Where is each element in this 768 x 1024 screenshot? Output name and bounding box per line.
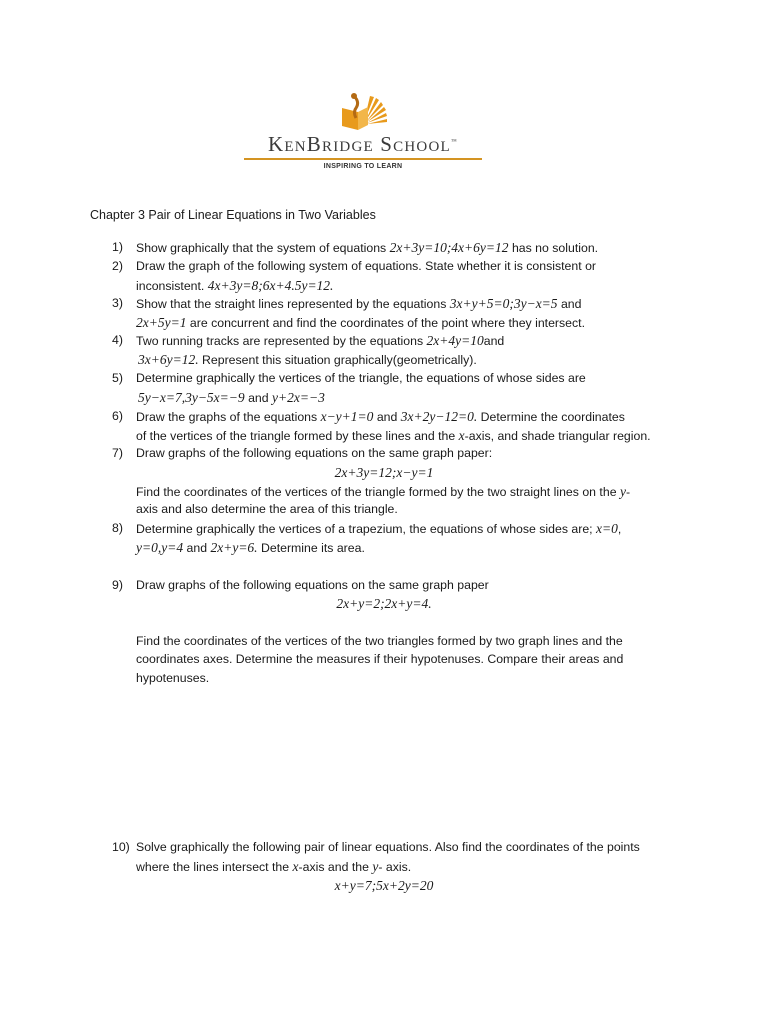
question-10-line-2: where the lines intersect the x-axis and the y- axis. — [136, 859, 412, 874]
question-9-equation: 2x+y=2;2x+y=4. — [336, 596, 432, 611]
item-number: 4) — [112, 333, 123, 347]
sunburst-book-icon — [334, 92, 390, 132]
question-6-line-1: Draw the graphs of the equations x−y+1=0 and 3x+2y−12=0. Determine the coordinates — [136, 409, 625, 424]
question-7-line-2: Find the coordinates of the vertices of the triangle formed by the two straight lines on the y- — [136, 484, 631, 499]
item-number: 2) — [112, 259, 123, 273]
question-7-line-1: Draw graphs of the following equations on the same graph paper: — [136, 446, 493, 460]
school-name: KenBridge School™ — [268, 132, 458, 156]
question-9-line-3: coordinates axes. Determine the measures if their hypotenuses. Compare their areas and — [136, 652, 624, 666]
question-7-line-3: axis and also determine the area of this triangle. — [136, 502, 398, 516]
question-8-line-2: y=0,y=4 and 2x+y=6. Determine its area. — [136, 540, 365, 555]
question-4-line-1: Two running tracks are represented by the equations 2x+4y=10and — [136, 333, 505, 348]
school-tagline: INSPIRING TO LEARN — [242, 155, 484, 173]
question-1: Show graphically that the system of equations 2x+3y=10;4x+6y=12 has no solution. — [136, 240, 599, 255]
question-8-line-1: Determine graphically the vertices of a trapezium, the equations of whose sides are; x=0, — [136, 521, 622, 536]
question-2-line-2: inconsistent. 4x+3y=8;6x+4.5y=12. — [136, 278, 334, 293]
question-4-line-2: 3x+6y=12. Represent this situation graphically(geometrically). — [138, 352, 477, 367]
question-2-line-1: Draw the graph of the following system of equations. State whether it is consistent or — [136, 259, 597, 273]
question-9-line-2: Find the coordinates of the vertices of the two triangles formed by two graph lines and the — [136, 634, 623, 648]
question-5-line-1: Determine graphically the vertices of the triangle, the equations of whose sides are — [136, 371, 586, 385]
school-logo — [242, 92, 484, 168]
question-3-line-2: 2x+5y=1 are concurrent and find the coordinates of the point where they intersect. — [136, 315, 585, 330]
item-number: 5) — [112, 371, 123, 385]
item-number: 9) — [112, 578, 123, 592]
item-number: 3) — [112, 296, 123, 310]
question-9-line-1: Draw graphs of the following equations on the same graph paper — [136, 578, 489, 592]
page-title: Chapter 3 Pair of Linear Equations in Two Variables — [90, 208, 376, 222]
question-10-line-1: Solve graphically the following pair of linear equations. Also find the coordinates of the points — [136, 840, 640, 854]
item-number: 7) — [112, 446, 123, 460]
question-9-line-4: hypotenuses. — [136, 671, 210, 685]
question-6-line-2: of the vertices of the triangle formed by these lines and the x-axis, and shade triangular region. — [136, 428, 651, 443]
item-number: 1) — [112, 240, 123, 254]
question-7-equation: 2x+3y=12;x−y=1 — [334, 465, 434, 480]
item-number: 10) — [112, 840, 130, 854]
item-number: 6) — [112, 409, 123, 423]
item-number: 8) — [112, 521, 123, 535]
question-3-line-1: Show that the straight lines represented by the equations 3x+y+5=0;3y−x=5 and — [136, 296, 582, 311]
question-10-equation: x+y=7;5x+2y=20 — [334, 878, 434, 893]
question-5-line-2: 5y−x=7,3y−5x=−9 and y+2x=−3 — [138, 390, 325, 405]
